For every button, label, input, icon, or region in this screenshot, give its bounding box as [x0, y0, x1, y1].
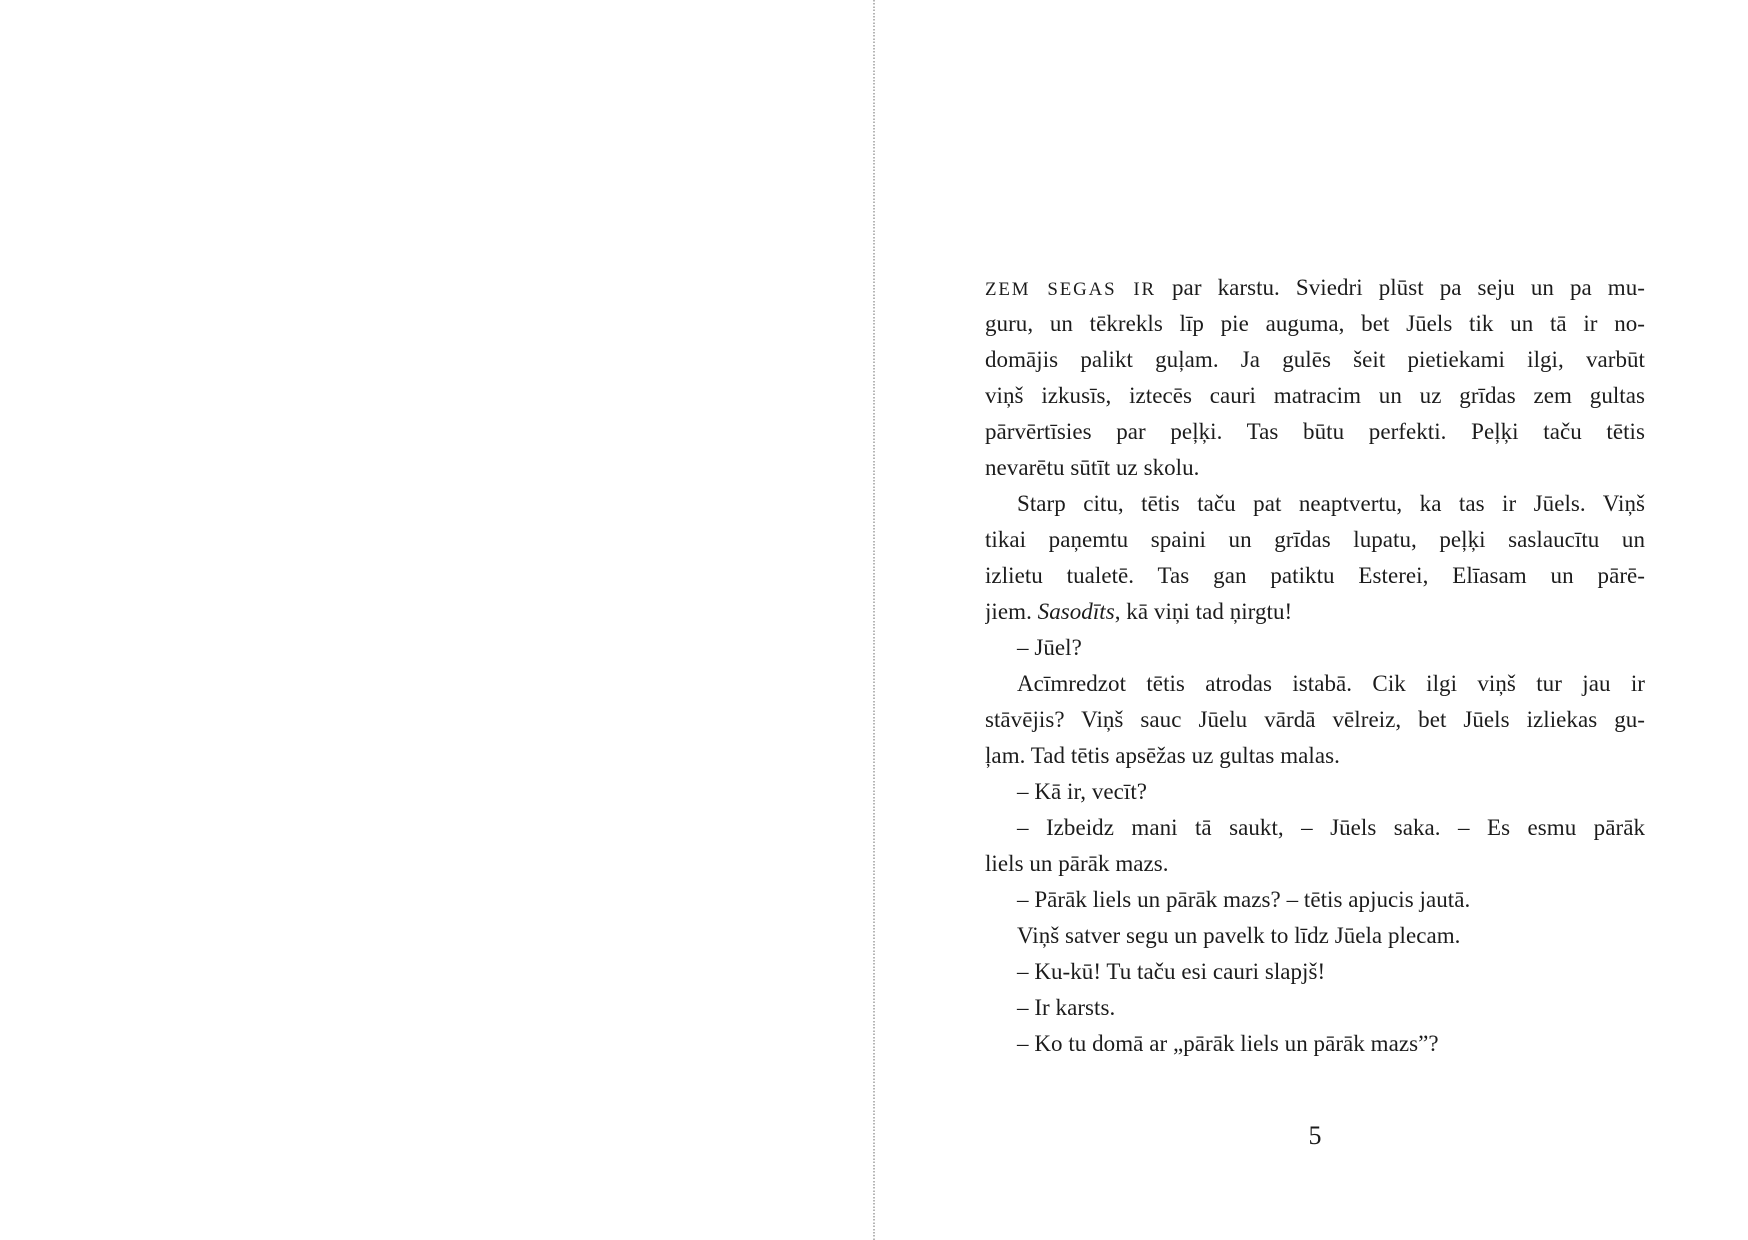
text-line	[985, 666, 1645, 702]
text-segment-normal: viņš izkusīs, iztecēs cauri matracim un uz grīdas zem gultas	[985, 383, 1645, 408]
text-line	[985, 522, 1645, 558]
text-line	[985, 378, 1645, 414]
text-line	[985, 738, 1645, 774]
text-line	[985, 810, 1645, 846]
text-segment-normal: izlietu tualetē. Tas gan patiktu Esterei, Elīasam un pārē-	[985, 563, 1645, 588]
text-line	[985, 990, 1645, 1026]
text-line	[985, 270, 1645, 306]
text-segment-normal: – Ku-kū! Tu taču esi cauri slapjš!	[1017, 959, 1326, 984]
text-line	[985, 918, 1645, 954]
text-segment-normal: stāvējis? Viņš sauc Jūelu vārdā vēlreiz, bet Jūels izliekas gu-	[985, 707, 1645, 732]
text-line	[985, 1026, 1645, 1062]
text-segment-normal: , kā viņi tad ņirgtu!	[1114, 599, 1293, 624]
text-segment-smallcaps: ZEM SEGAS IR	[985, 279, 1156, 300]
text-segment-normal: guru, un tēkrekls līp pie auguma, bet Jūels tik un tā ir no-	[985, 311, 1645, 336]
text-line	[985, 630, 1645, 666]
text-segment-normal: pārvērtīsies par peļķi. Tas būtu perfekti. Peļķi taču tētis	[985, 419, 1645, 444]
text-segment-normal: jiem.	[985, 599, 1038, 624]
text-segment-normal: liels un pārāk mazs.	[985, 851, 1169, 876]
text-segment-normal: – Jūel?	[1017, 635, 1082, 660]
text-line	[985, 486, 1645, 522]
text-line	[985, 306, 1645, 342]
text-line	[985, 882, 1645, 918]
left-page-blank	[0, 0, 873, 1240]
text-segment-normal: Starp citu, tētis taču pat neaptvertu, ka tas ir Jūels. Viņš	[1017, 491, 1645, 516]
text-segment-normal: ļam. Tad tētis apsēžas uz gultas malas.	[985, 743, 1340, 768]
text-line	[985, 954, 1645, 990]
text-line	[985, 702, 1645, 738]
text-line	[985, 414, 1645, 450]
text-segment-normal: Acīmredzot tētis atrodas istabā. Cik ilgi viņš tur jau ir	[1017, 671, 1645, 696]
text-segment-normal: – Ko tu domā ar „pārāk liels un pārāk mazs”?	[1017, 1031, 1439, 1056]
text-line	[985, 342, 1645, 378]
text-segment-normal: – Kā ir, vecīt?	[1017, 779, 1148, 804]
text-line	[985, 774, 1645, 810]
text-segment-normal: – Ir karsts.	[1017, 995, 1116, 1020]
page-number: 5	[1308, 1121, 1322, 1150]
body-text	[985, 270, 1645, 1062]
text-segment-normal: nevarētu sūtīt uz skolu.	[985, 455, 1200, 480]
right-page	[875, 0, 1748, 1240]
text-segment-italic: Sasodīts	[1037, 599, 1115, 624]
text-segment-normal: domājis palikt guļam. Ja gulēs šeit pietiekami ilgi, varbūt	[985, 347, 1645, 372]
text-segment-normal: par karstu. Sviedri plūst pa seju un pa mu-	[1155, 275, 1645, 300]
text-segment-normal: – Pārāk liels un pārāk mazs? – tētis apjucis jautā.	[1017, 887, 1471, 912]
text-segment-normal: tikai paņemtu spaini un grīdas lupatu, peļķi saslaucītu un	[985, 527, 1645, 552]
text-line	[985, 558, 1645, 594]
text-segment-normal: Viņš satver segu un pavelk to līdz Jūela plecam.	[1017, 923, 1461, 948]
text-segment-normal: – Izbeidz mani tā saukt, – Jūels saka. – Es esmu pārāk	[1017, 815, 1645, 840]
text-line	[985, 846, 1645, 882]
text-line	[985, 450, 1645, 486]
text-line	[985, 594, 1645, 630]
